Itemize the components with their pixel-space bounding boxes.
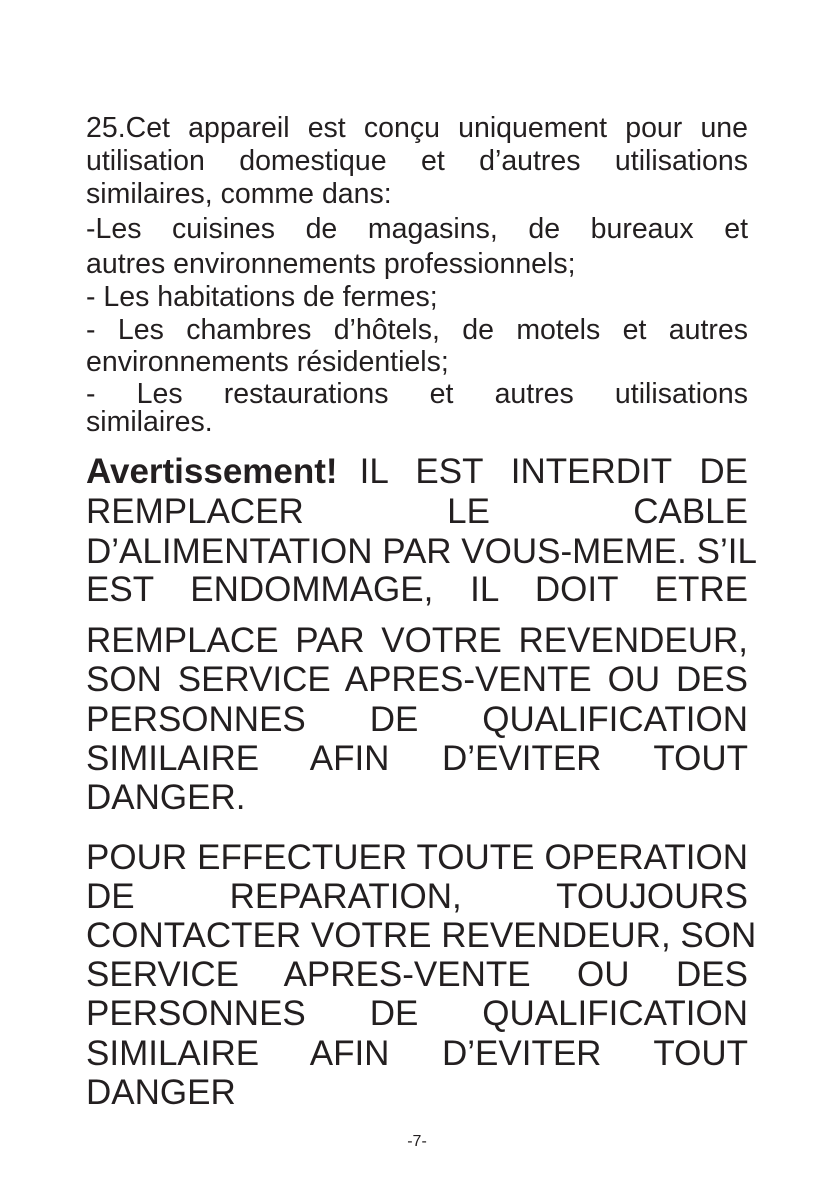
warning-line: SIMILAIRE AFIN D’EVITER TOUT — [86, 739, 748, 778]
warning-line: REMPLACE PAR VOTRE REVENDEUR, — [86, 621, 748, 660]
warning-line: PERSONNES DE QUALIFICATION — [86, 700, 748, 739]
section-25-line: similaires, comme dans: — [86, 178, 392, 210]
warning-first-line — [86, 452, 748, 492]
repair-line: POUR EFFECTUER TOUTE OPERATION — [86, 838, 748, 877]
repair-line: DANGER — [86, 1073, 236, 1112]
section-25-line: -Les cuisines de magasins, de bureaux et — [86, 213, 748, 245]
warning-line: REMPLACER LE CABLE — [86, 492, 748, 531]
section-25-line: - Les habitations de fermes; — [86, 281, 438, 313]
repair-line: SIMILAIRE AFIN D’EVITER TOUT — [86, 1034, 748, 1073]
page-number: -7- — [407, 1133, 427, 1150]
repair-line: DE REPARATION, TOUJOURS — [86, 877, 748, 916]
repair-line: PERSONNES DE QUALIFICATION — [86, 994, 748, 1033]
warning-line: DANGER. — [86, 778, 246, 817]
section-25-line: similaires. — [86, 406, 213, 438]
section-25-line: utilisation domestique et d’autres utilisations — [86, 145, 748, 177]
section-25-line: - Les chambres d’hôtels, de motels et autres — [86, 314, 748, 346]
warning-line: D’ALIMENTATION PAR VOUS-MEME. S’IL — [86, 532, 757, 571]
warning-line: EST ENDOMMAGE, IL DOIT ETRE — [86, 570, 748, 609]
section-25-line: environnements résidentiels; — [86, 346, 449, 378]
section-25-line: 25.Cet appareil est conçu uniquement pour une — [86, 112, 748, 144]
warning-first-line-text: IL EST INTERDIT DE — [359, 452, 748, 491]
section-25-line: autres environnements professionnels; — [86, 248, 576, 280]
repair-line: CONTACTER VOTRE REVENDEUR, SON — [86, 916, 757, 955]
warning-label: Avertissement! — [86, 452, 338, 491]
repair-line: SERVICE APRES-VENTE OU DES — [86, 955, 748, 994]
section-25-line: - Les restaurations et autres utilisations — [86, 378, 748, 410]
warning-line: SON SERVICE APRES-VENTE OU DES — [86, 660, 748, 699]
